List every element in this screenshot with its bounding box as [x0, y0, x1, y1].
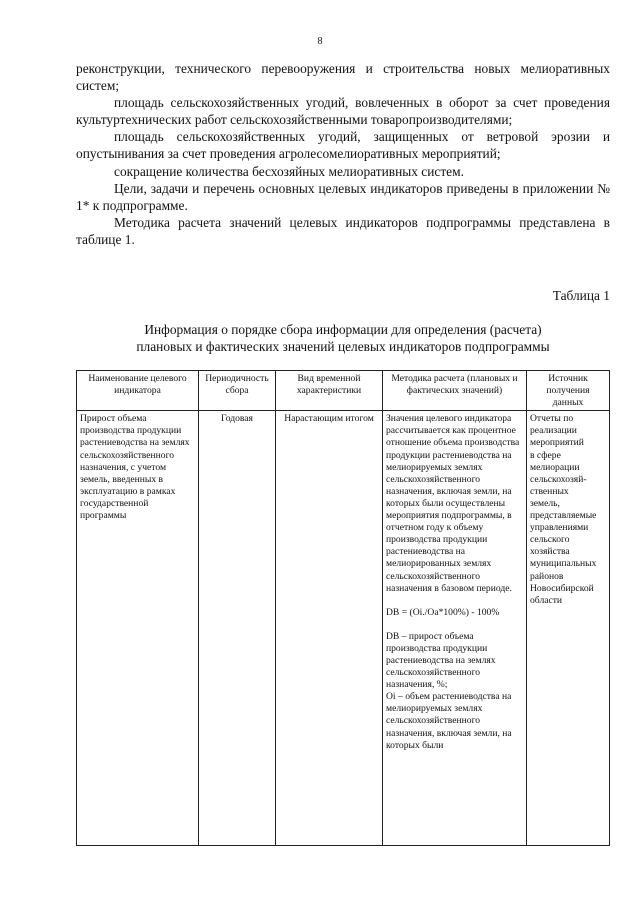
method-definition-oi: Oi – объем растениеводства на мелиорируемых землях сельскохозяйственного назначения, включая земли, на которых были — [386, 691, 512, 751]
source-line: хозяйства — [530, 546, 570, 558]
paragraph-6: Методика расчета значений целевых индикаторов подпрограммы представлена в таблице 1. — [76, 214, 610, 247]
cell-time-type: Нарастающим итогом — [276, 411, 383, 846]
source-line: ственных — [530, 485, 569, 497]
table-caption — [76, 321, 610, 355]
source-line: области — [530, 594, 563, 606]
cell-source — [527, 411, 610, 846]
cell-periodicity: Годовая — [199, 411, 276, 846]
paragraph-2: площадь сельскохозяйственных угодий, вовлеченных в оборот за счет проведения культуртехнических работ сельскохозяйственными товаропроизводителями; — [76, 95, 610, 128]
source-line: в сфере — [530, 449, 561, 461]
table-header-row — [77, 371, 610, 411]
source-line: управлениями — [530, 522, 589, 534]
source-line: реализации — [530, 425, 577, 437]
header-method: Методика расчета (плановых и фактических значений) — [383, 371, 527, 411]
source-line: муниципальных — [530, 558, 597, 570]
paragraph-4: сокращение количества бесхозяйных мелиоративных систем. — [114, 163, 464, 179]
source-line: представляемые — [530, 510, 597, 522]
cell-method — [383, 411, 527, 846]
source-line: сельскохозяй- — [530, 473, 587, 485]
paragraph-5: Цели, задачи и перечень основных целевых индикаторов приведены в приложении № 1* к подпрограмме. — [76, 180, 610, 213]
header-time-type: Вид временной характеристики — [276, 371, 383, 411]
method-definition-db: DB – прирост объема производства продукции растениеводства на землях сельскохозяйственного назначения, %; — [386, 630, 496, 691]
source-line: земель, — [530, 497, 560, 509]
method-formula: DB = (Oi./Oa*100%) - 100% — [386, 606, 500, 618]
caption-line-1: Информация о порядке сбора информации для определения (расчета) — [144, 322, 542, 337]
source-line: Отчеты по — [530, 413, 574, 425]
header-source: Источник получения данных — [527, 371, 610, 411]
body-text — [76, 60, 610, 248]
cell-indicator: Прирост объема производства продукции растениеводства на землях сельскохозяйственного назначения, с учетом земель, введенных в эксплуатацию в рамках государственной программы — [77, 411, 199, 846]
table-label: Таблица 1 — [552, 288, 610, 303]
source-line: мероприятий — [530, 437, 584, 449]
paragraph-1: реконструкции, технического перевооружения и строительства новых мелиоративных систем; — [76, 61, 610, 94]
source-line: районов — [530, 570, 564, 582]
source-line: сельского — [530, 534, 570, 546]
table-row — [77, 411, 610, 846]
page-number: 8 — [317, 36, 323, 47]
paragraph-3: площадь сельскохозяйственных угодий, защищенных от ветровой эрозии и опустынивания за счет проведения агролесомелиоративных мероприятий; — [76, 129, 610, 162]
indicator-table — [76, 370, 610, 846]
source-line: мелиорации — [530, 461, 580, 473]
method-description: Значения целевого индикатора рассчитывается как процентное отношение объема производства продукции растениеводства на мелиорируемых землях сельскохозяйственного назначения, включая земли, на которых были осуществлены мероприятия подпрограммы, в отчетном году к объему производства продукции растениеводства на мелиорированных землях сельскохозяйственного назначения в базовом периоде. — [386, 413, 520, 594]
header-periodicity: Периодичность сбора — [199, 371, 276, 411]
header-indicator: Наименование целевого индикатора — [77, 371, 199, 411]
source-line: Новосибирской — [530, 582, 594, 594]
caption-line-2: плановых и фактических значений целевых индикаторов подпрограммы — [136, 339, 550, 354]
